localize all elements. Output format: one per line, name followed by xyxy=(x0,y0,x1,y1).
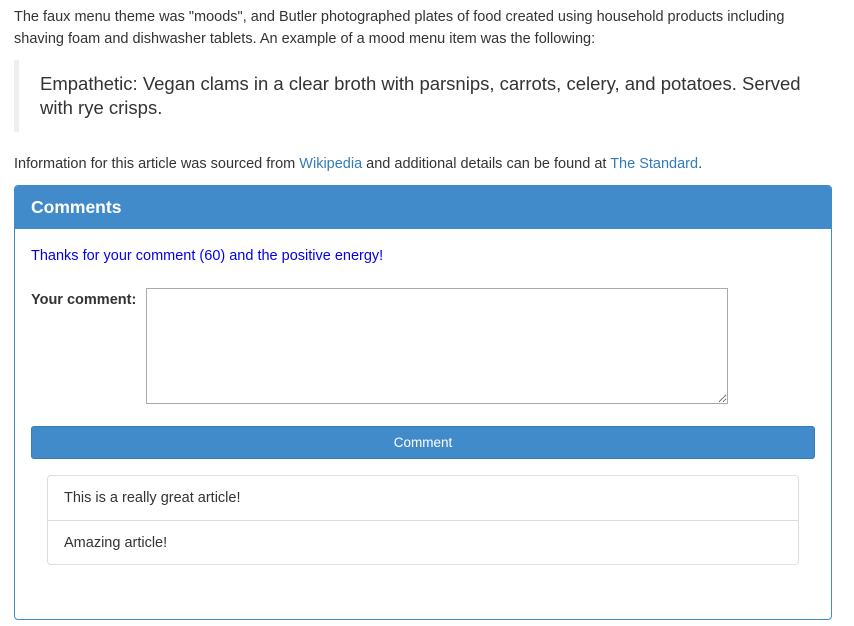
comments-heading: Comments xyxy=(15,186,831,229)
comment-input[interactable] xyxy=(146,288,728,404)
source-middle: and additional details can be found at xyxy=(362,156,611,172)
menu-item-quote: Empathetic: Vegan clams in a clear broth with parsnips, carrots, celery, and potatoes. Served with rye crisps. xyxy=(14,60,814,132)
thanks-message: Thanks for your comment (60) and the positive energy! xyxy=(31,248,384,264)
source-suffix: . xyxy=(698,156,703,172)
comment-item: This is a really great article! xyxy=(64,490,241,506)
comment-list xyxy=(47,475,799,565)
comment-label: Your comment: xyxy=(31,292,137,308)
comment-submit-button[interactable]: Comment xyxy=(31,426,815,459)
comments-panel xyxy=(14,185,832,620)
article-source xyxy=(14,153,702,175)
source-prefix: Information for this article was sourced from xyxy=(14,156,300,172)
wikipedia-link[interactable]: Wikipedia xyxy=(299,156,363,172)
the-standard-link[interactable]: The Standard xyxy=(610,156,699,172)
article-intro: The faux menu theme was "moods", and Butler photographed plates of food created using household products including shaving foam and dishwasher tablets. An example of a mood menu item was the following: xyxy=(14,9,785,47)
comment-item: Amazing article! xyxy=(48,520,798,564)
